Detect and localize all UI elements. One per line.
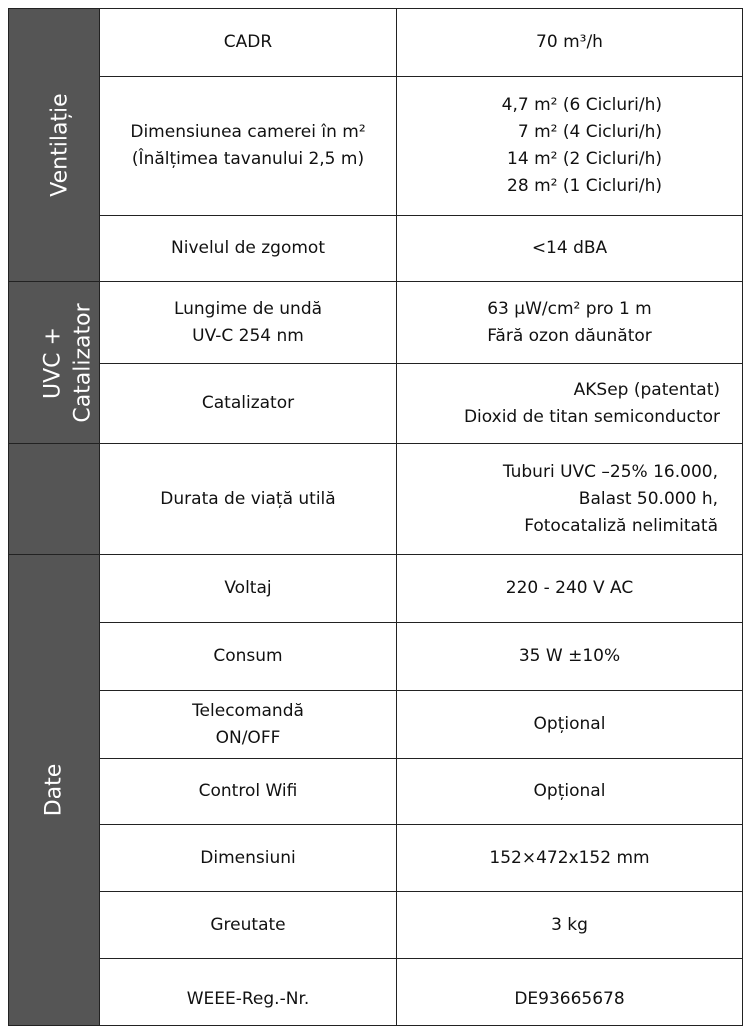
spec-table bbox=[8, 8, 743, 1026]
spec-label: Lungime de undă UV-C 254 nm bbox=[100, 282, 397, 364]
spec-value: 70 m³/h bbox=[397, 9, 743, 77]
spec-label: Greutate bbox=[100, 892, 397, 959]
spec-label: Consum bbox=[100, 623, 397, 691]
spec-value: 152×472x152 mm bbox=[397, 825, 743, 892]
spec-row-catalyst bbox=[9, 364, 743, 444]
spec-row-consumption bbox=[9, 623, 743, 691]
spec-label: CADR bbox=[100, 9, 397, 77]
section-unlabeled bbox=[9, 444, 100, 555]
spec-row-wavelength bbox=[9, 282, 743, 364]
spec-value: DE93665678 bbox=[397, 959, 743, 1026]
spec-value: 220 - 240 V AC bbox=[397, 555, 743, 623]
spec-label: Dimensiunea camerei în m² (Înălțimea tavanului 2,5 m) bbox=[100, 77, 397, 216]
section-label: Date bbox=[41, 763, 66, 817]
spec-row-dimensions bbox=[9, 825, 743, 892]
spec-value: 35 W ±10% bbox=[397, 623, 743, 691]
spec-row-cadr bbox=[9, 9, 743, 77]
spec-value: Tuburi UVC –25% 16.000, Balast 50.000 h, Fotocataliză nelimitată bbox=[397, 444, 743, 555]
spec-row-wifi bbox=[9, 759, 743, 825]
spec-value: AKSep (patentat) Dioxid de titan semiconductor bbox=[397, 364, 743, 444]
spec-label: Nivelul de zgomot bbox=[100, 216, 397, 282]
spec-label: Control Wifi bbox=[100, 759, 397, 825]
spec-label: Voltaj bbox=[100, 555, 397, 623]
spec-row-room-size bbox=[9, 77, 743, 216]
spec-value: Opțional bbox=[397, 691, 743, 759]
spec-value: <14 dBA bbox=[397, 216, 743, 282]
section-label: UVC + Catalizator bbox=[40, 302, 96, 423]
spec-row-voltage bbox=[9, 555, 743, 623]
spec-value: 3 kg bbox=[397, 892, 743, 959]
spec-label: Dimensiuni bbox=[100, 825, 397, 892]
spec-row-noise bbox=[9, 216, 743, 282]
spec-label: Telecomandă ON/OFF bbox=[100, 691, 397, 759]
section-label: Ventilație bbox=[47, 93, 73, 197]
spec-value: 63 µW/cm² pro 1 m Fără ozon dăunător bbox=[397, 282, 743, 364]
spec-label: Durata de viață utilă bbox=[100, 444, 397, 555]
section-ventilatie bbox=[9, 9, 100, 282]
spec-row-weee bbox=[9, 959, 743, 1026]
spec-row-weight bbox=[9, 892, 743, 959]
spec-value: 4,7 m² (6 Cicluri/h) 7 m² (4 Cicluri/h) 14 m² (2 Cicluri/h) 28 m² (1 Cicluri/h) bbox=[397, 77, 743, 216]
spec-row-remote bbox=[9, 691, 743, 759]
spec-row-lifetime bbox=[9, 444, 743, 555]
spec-value: Opțional bbox=[397, 759, 743, 825]
spec-label: Catalizator bbox=[100, 364, 397, 444]
section-uvc-catalizator bbox=[9, 282, 100, 444]
section-date bbox=[9, 555, 100, 1026]
spec-label: WEEE-Reg.-Nr. bbox=[100, 959, 397, 1026]
